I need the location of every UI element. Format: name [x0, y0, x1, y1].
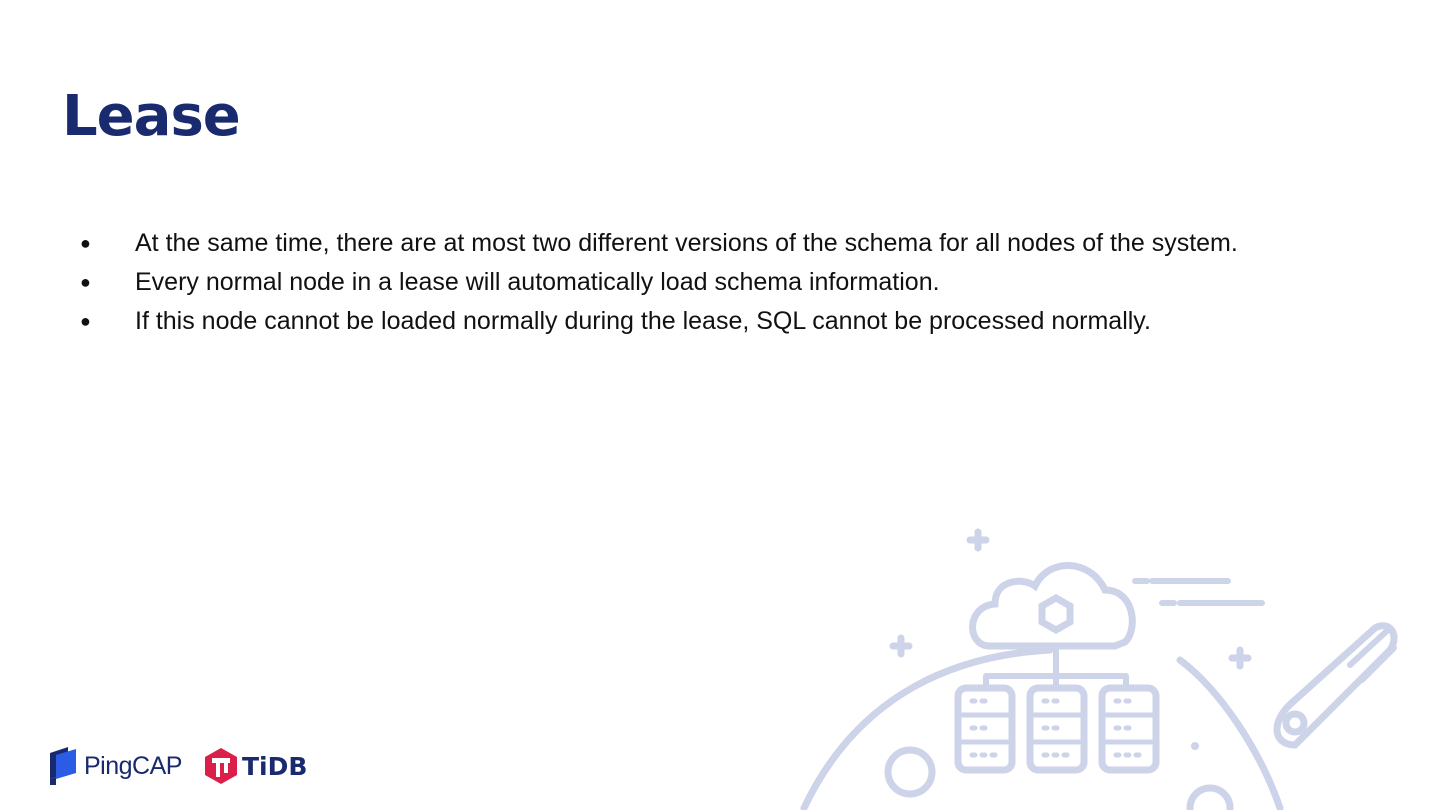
bullet-text: At the same time, there are at most two different versions of the schema for all nodes of the system.	[135, 229, 1238, 257]
tidb-logo-icon	[204, 747, 238, 785]
cloud-servers-illustration	[790, 520, 1410, 810]
bullet-text: Every normal node in a lease will automatically load schema information.	[135, 268, 940, 296]
tidb-label: TiDB	[241, 751, 308, 781]
bullet-list	[80, 224, 1238, 341]
pingcap-logo-icon	[48, 747, 78, 785]
footer-logos	[48, 744, 307, 788]
bullet-item	[80, 302, 1238, 341]
bullet-item	[80, 263, 1238, 302]
bullet-text: If this node cannot be loaded normally during the lease, SQL cannot be processed normally.	[135, 307, 1151, 335]
slide-title: Lease	[62, 84, 240, 149]
pingcap-label: PingCAP	[84, 751, 182, 780]
bullet-dot-icon: ●	[80, 311, 91, 331]
bullet-dot-icon: ●	[80, 233, 91, 253]
bullet-item	[80, 224, 1238, 263]
bullet-dot-icon: ●	[80, 272, 91, 292]
